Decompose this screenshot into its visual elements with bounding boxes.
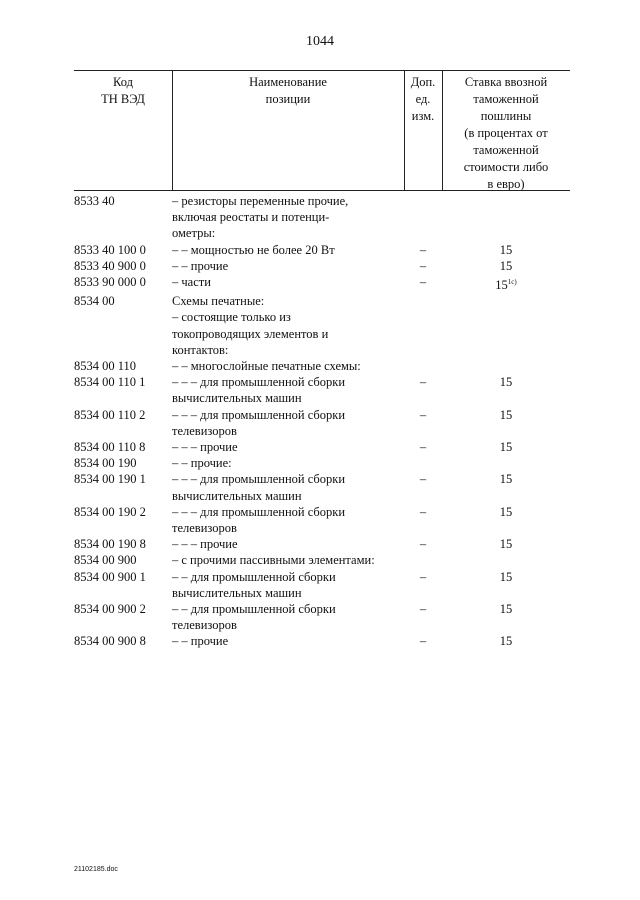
row-rate: [442, 309, 570, 358]
footnote-mark: 1с): [507, 278, 517, 287]
row-code: 8533 40: [74, 194, 115, 208]
table-row: [74, 439, 570, 455]
table-row: [74, 633, 570, 649]
row-code: 8534 00 900 2: [74, 602, 146, 617]
header-name: Наименование позиции: [249, 75, 327, 106]
table-row: [74, 471, 570, 503]
row-unit: –: [419, 472, 427, 487]
header-rate: Ставка ввозной таможенной пошлины (в процентах от таможенной стоимости либо в евро): [463, 75, 549, 191]
table-top-rule: [74, 70, 570, 71]
row-code: 8534 00 900: [74, 553, 137, 568]
table-row: [74, 374, 570, 406]
table-row: [74, 601, 570, 633]
row-rate: $15^{1с)}$: [495, 278, 517, 293]
row-unit: [404, 455, 442, 471]
table-row: [74, 407, 570, 439]
table-row: [74, 309, 570, 358]
row-code: 8534 00 110 2: [74, 407, 146, 422]
row-code: 8534 00 110 1: [74, 375, 146, 390]
row-code: 8533 40 100 0: [74, 242, 146, 257]
table-row: [74, 242, 570, 258]
row-description: – резисторы переменные прочие, включая реостаты и потенци- ометры:: [172, 194, 349, 241]
table-row: [74, 455, 570, 471]
row-rate: [442, 552, 570, 568]
table-row: [74, 552, 570, 568]
row-rate: 15: [499, 375, 513, 390]
row-description: – – – для промышленной сборки вычислительных машин: [172, 472, 346, 503]
table-row: [74, 358, 570, 374]
row-unit: [404, 193, 442, 242]
row-unit: –: [419, 504, 427, 519]
row-unit: –: [419, 258, 427, 273]
row-unit: [404, 293, 442, 309]
row-unit: –: [419, 537, 427, 552]
row-unit: [404, 309, 442, 358]
row-rate: [442, 358, 570, 374]
row-code: 8534 00 900 8: [74, 634, 146, 649]
row-description: – – прочие:: [172, 456, 232, 471]
row-code: 8533 90 000 0: [74, 275, 146, 290]
row-description: – – прочие: [172, 634, 229, 649]
row-description: – состоящие только из токопроводящих элементов и контактов:: [172, 310, 329, 357]
row-unit: –: [419, 275, 427, 290]
row-unit: –: [419, 440, 427, 455]
row-rate: 15: [499, 472, 513, 487]
row-unit: –: [419, 634, 427, 649]
table-row: [74, 504, 570, 536]
row-code: 8534 00 110: [74, 359, 137, 374]
row-description: – – – прочие: [172, 537, 238, 552]
row-unit: –: [419, 569, 427, 584]
row-description: Схемы печатные:: [172, 294, 265, 309]
row-rate: 15: [499, 537, 513, 552]
row-description: – – – для промышленной сборки телевизоров: [172, 407, 346, 438]
row-code: 8534 00 110 8: [74, 440, 146, 455]
file-name: 21102185.doc: [74, 866, 118, 873]
table-row: [74, 274, 570, 293]
row-rate: 15: [499, 602, 513, 617]
row-rate: [442, 193, 570, 242]
row-rate: [442, 455, 570, 471]
row-code: 8534 00 190 8: [74, 537, 146, 552]
row-description: – – для промышленной сборки телевизоров: [172, 602, 336, 633]
table-row: [74, 258, 570, 274]
row-rate: [442, 293, 570, 309]
row-code: 8534 00 900 1: [74, 569, 146, 584]
table-row: [74, 193, 570, 242]
row-code: 8534 00 190: [74, 456, 137, 471]
row-description: – – для промышленной сборки вычислительных машин: [172, 569, 336, 600]
row-rate: 15: [499, 242, 513, 257]
row-code: 8534 00 190 1: [74, 472, 146, 487]
row-description: – с прочими пассивными элементами:: [172, 553, 375, 568]
row-description: – – – для промышленной сборки вычислительных машин: [172, 375, 346, 406]
row-unit: [404, 552, 442, 568]
row-code: 8534 00: [74, 294, 115, 309]
header-bottom-rule: [74, 190, 570, 191]
row-description: – – прочие: [172, 258, 229, 273]
row-unit: –: [419, 375, 427, 390]
row-description: – – многослойные печатные схемы:: [172, 359, 361, 374]
table-row: [74, 536, 570, 552]
row-code: 8534 00 190 2: [74, 504, 146, 519]
row-rate: 15: [499, 504, 513, 519]
row-rate: 15: [499, 569, 513, 584]
row-description: – – – прочие: [172, 440, 238, 455]
row-rate: 15: [499, 440, 513, 455]
table-row: [74, 293, 570, 309]
page-number: 1044: [306, 34, 334, 49]
table-body: [74, 193, 570, 650]
row-unit: –: [419, 602, 427, 617]
header-code: Код ТН ВЭД: [101, 75, 145, 106]
row-unit: –: [419, 242, 427, 257]
row-description: – – – для промышленной сборки телевизоров: [172, 504, 346, 536]
row-unit: [404, 358, 442, 374]
header-unit: Доп. ед. изм.: [410, 75, 436, 123]
row-rate: 15: [499, 407, 513, 422]
row-unit: –: [419, 407, 427, 422]
row-description: – – мощностью не более 20 Вт: [172, 242, 335, 257]
row-rate: 15: [499, 258, 513, 273]
row-code: [74, 309, 172, 358]
row-code: 8533 40 900 0: [74, 258, 146, 273]
row-description: – части: [172, 275, 211, 290]
table-row: [74, 569, 570, 601]
row-rate: 15: [499, 634, 513, 649]
